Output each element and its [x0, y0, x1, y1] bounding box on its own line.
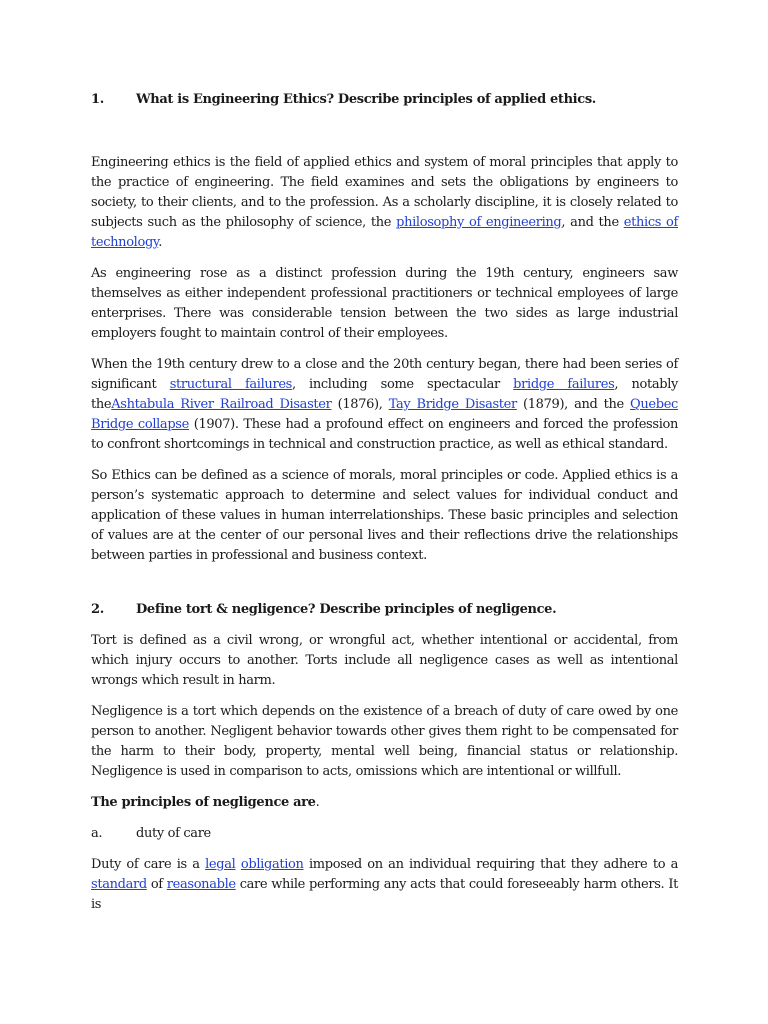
- link-ashtabula-river-railroad-disaster[interactable]: Ashtabula River Railroad Disaster: [111, 397, 332, 412]
- paragraph: [91, 355, 678, 455]
- paragraph: Negligence is a tort which depends on the existence of a breach of duty of care owed by one person to another. Negligent behavior towards other gives them right to be compensated for the harm to their body, property, mental well being, financial status or relationship. Negligence is used in comparison to acts, omissions which are intentional or willfull.: [91, 704, 678, 779]
- list-item-label: duty of care: [136, 826, 211, 841]
- text-run: of: [146, 877, 167, 892]
- link-structural-failures[interactable]: structural failures: [169, 377, 292, 392]
- text-run: , and the: [561, 215, 624, 230]
- link-obligation[interactable]: obligation: [240, 857, 304, 872]
- list-item-a: [91, 824, 678, 844]
- section-title: What is Engineering Ethics? Describe principles of applied ethics.: [136, 92, 596, 107]
- text-run: (1876),: [331, 397, 389, 412]
- text-run: care while performing any acts that could foreseeably harm others. It is: [91, 877, 678, 912]
- paragraph: So Ethics can be defined as a science of morals, moral principles or code. Applied ethics is a person’s systematic approach to determine and select values for individual conduct and application of these values in human interrelationships. These basic principles and selection of values are at the center of our personal lives and their reflections drive the relationships between parties in professional and business context.: [91, 468, 678, 563]
- link-bridge-failures[interactable]: bridge failures: [513, 377, 615, 392]
- link-reasonable[interactable]: reasonable: [166, 877, 236, 892]
- link-tay-bridge-disaster[interactable]: Tay Bridge Disaster: [388, 397, 517, 412]
- section-number: 2.: [91, 602, 104, 617]
- principles-heading-line: [91, 793, 678, 813]
- list-item-letter: a.: [91, 826, 103, 841]
- principles-heading: The principles of negligence are: [91, 795, 316, 810]
- paragraph: [91, 855, 678, 915]
- link-philosophy-of-engineering[interactable]: philosophy of engineering: [396, 215, 562, 230]
- text-run: (1907). These had a profound effect on engineers and forced the profession to confront shortcomings in technical and construction practice, as well as ethical standard.: [91, 417, 678, 452]
- section-title: Define tort & negligence? Describe principles of negligence.: [136, 602, 557, 617]
- link-ethics-of-technology[interactable]: ethics of technology: [91, 215, 678, 250]
- text-run: .: [315, 795, 320, 810]
- section-1-heading: [91, 90, 678, 110]
- section-number: 1.: [91, 92, 104, 107]
- paragraph: Tort is defined as a civil wrong, or wrongful act, whether intentional or accidental, from which injury occurs to another. Torts include all negligence cases as well as intentional wrongs which result in harm.: [91, 633, 678, 688]
- paragraph: [91, 153, 678, 253]
- text-run: , notably the: [91, 377, 678, 412]
- text-run: imposed on an individual requiring that they adhere to a: [303, 857, 678, 872]
- text-run: When the 19th century drew to a close and the 20th century began, there had been series of significant: [91, 357, 678, 392]
- text-run: .: [158, 235, 162, 250]
- document-body: [91, 90, 678, 915]
- link-quebec-bridge-collapse[interactable]: Quebec Bridge collapse: [91, 397, 678, 432]
- paragraph: As engineering rose as a distinct profession during the 19th century, engineers saw themselves as either independent professional practitioners or technical employees of large enterprises. There was considerable tension between the two sides as large industrial employers fought to maintain control of their employees.: [91, 266, 678, 341]
- text-run: , including some spectacular: [291, 377, 514, 392]
- text-run: Engineering ethics is the field of applied ethics and system of moral principles that apply to the practice of engineering. The field examines and sets the obligations by engineers to society, to their clients, and to the profession. As a scholarly discipline, it is closely related to subjects such as the philosophy of science, the: [91, 155, 678, 230]
- link-legal[interactable]: legal: [205, 857, 236, 872]
- text-run: (1879), and the: [516, 397, 631, 412]
- section-2-heading: [91, 600, 678, 620]
- text-run: Duty of care is a: [91, 857, 206, 872]
- link-standard[interactable]: standard: [91, 877, 147, 892]
